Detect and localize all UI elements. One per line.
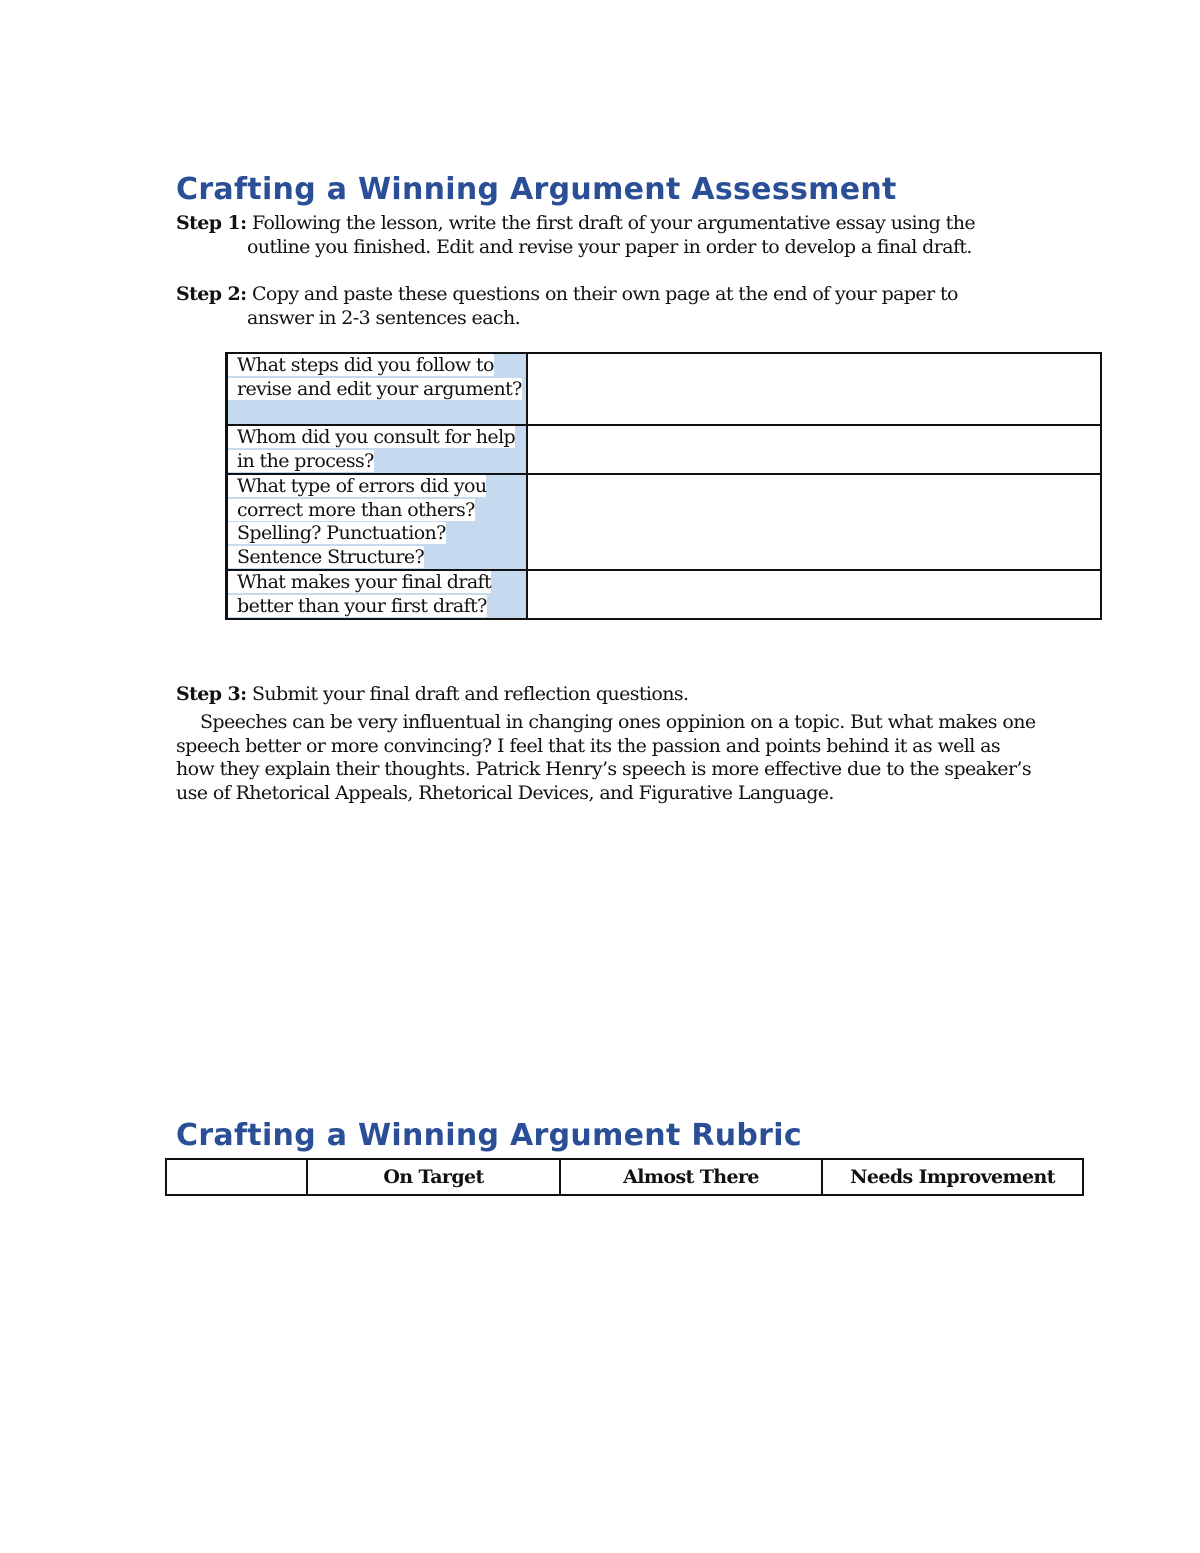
step-1-text-line1: Following the lesson, write the first draft of your argumentative essay using the [251,212,975,234]
step-3-text: Submit your final draft and reflection questions. [251,683,689,705]
question-row [227,570,1102,619]
answer-cell[interactable] [527,570,1101,619]
rubric-table [165,1158,1084,1196]
question-row [227,474,1102,570]
student-response-paragraph: Speeches can be very influentual in changing ones oppinion on a topic. But what makes one speech better or more convincing? I feel that its the passion and points behind it as well as how they explain their thoughts. Patrick Henry’s speech is more effective due to the speaker’s use of Rhetorical Appeals, Rhetorical Devices, and Figurative Language. [176,711,1036,804]
question-text: Whom did you consult for help in the process? [228,426,515,472]
question-row [227,353,1102,425]
step-2-text-line2: answer in 2-3 sentences each. [247,307,521,329]
answer-cell[interactable] [527,353,1101,425]
question-text: What steps did you follow to revise and edit your argument? [228,354,522,400]
step-3 [176,682,1036,706]
answer-cell[interactable] [527,474,1101,570]
rubric-title: Crafting a Winning Argument Rubric [176,1118,802,1153]
question-cell [227,353,528,425]
step-2-label: Step 2: [176,283,247,305]
rubric-header-on-target: On Target [307,1159,560,1195]
assessment-title: Crafting a Winning Argument Assessment [176,172,897,207]
rubric-header-almost-there: Almost There [560,1159,822,1195]
step-3-label: Step 3: [176,683,247,705]
question-cell [227,570,528,619]
answer-cell[interactable] [527,425,1101,474]
question-cell [227,425,528,474]
step-2-text-line1: Copy and paste these questions on their own page at the end of your paper to [251,283,958,305]
question-cell [227,474,528,570]
reflection-questions-table [225,352,1102,620]
step-2 [176,282,1036,330]
question-text: What type of errors did you correct more than others? Spelling? Punctuation? Sentence Structure? [228,475,486,568]
rubric-header-row [166,1159,1083,1195]
question-row [227,425,1102,474]
rubric-header-needs-improvement: Needs Improvement [822,1159,1083,1195]
step-1-text-line2: outline you finished. Edit and revise your paper in order to develop a final draft. [247,236,972,258]
step-1-label: Step 1: [176,212,247,234]
question-text: What makes your final draft better than your first draft? [228,571,491,617]
rubric-header-criteria [166,1159,307,1195]
step-1 [176,211,1036,259]
